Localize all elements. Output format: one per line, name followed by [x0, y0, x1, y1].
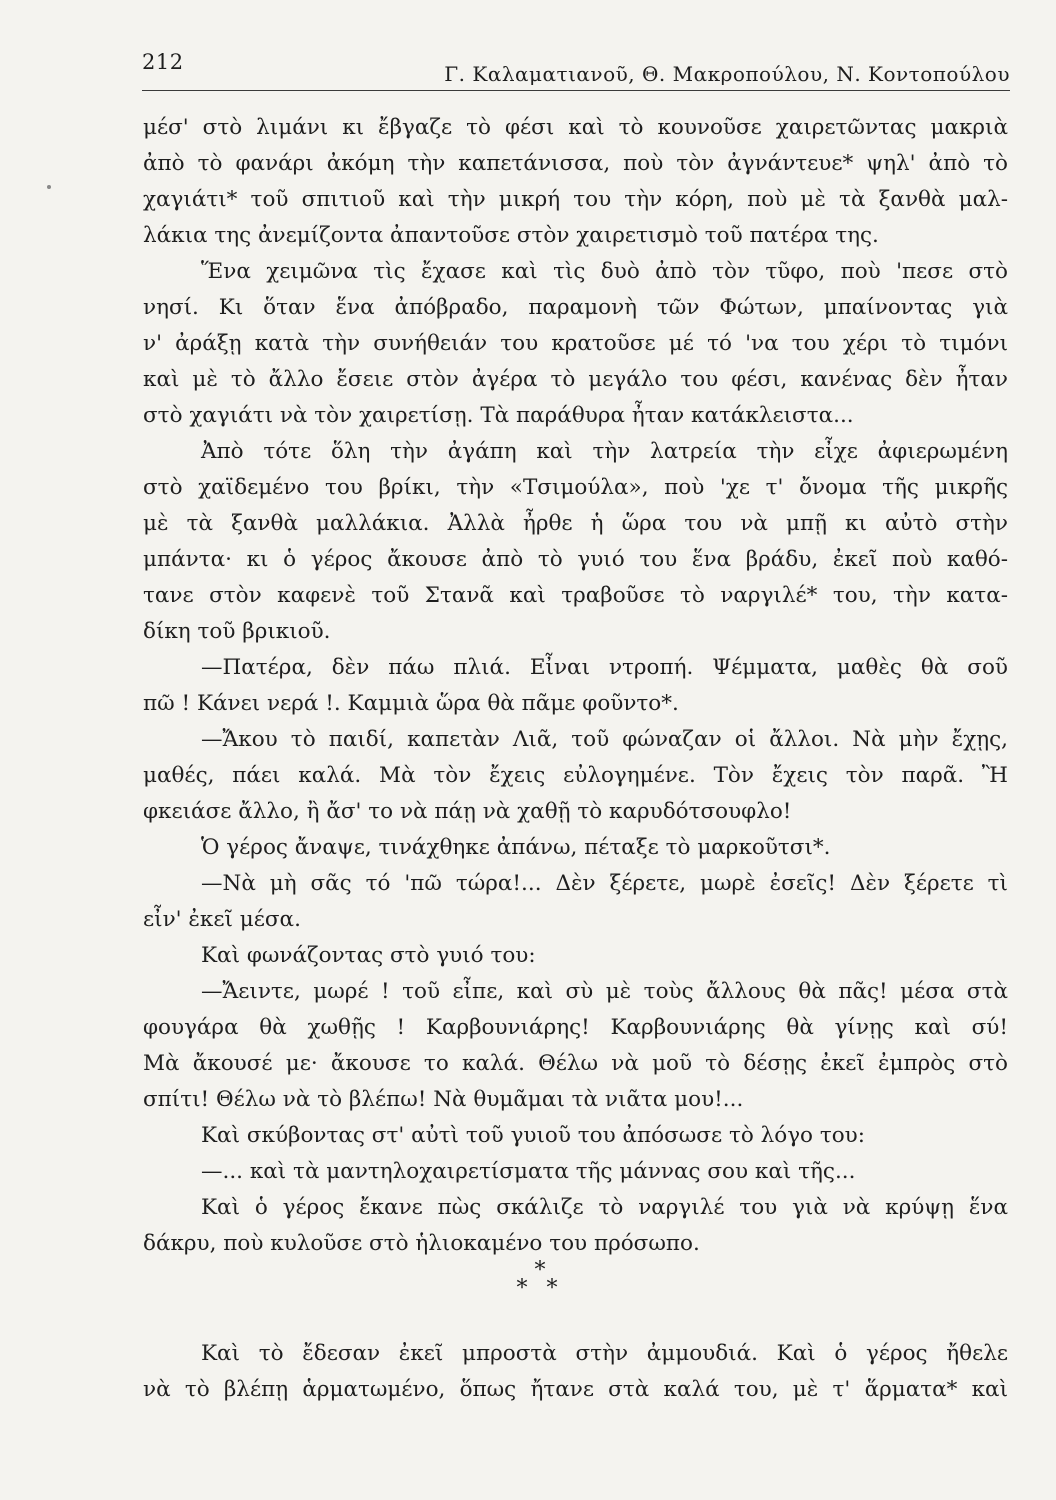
text-line: Ἀπὸ τότε ὅλη τὴν ἀγάπη καὶ τὴν λατρεία τὴν εἶχε ἀφιερωμένη: [201, 439, 1008, 464]
text-line: —Πατέρα, δὲν πάω πλιά. Εἶναι ντροπή. Ψέμματα, μαθὲς θὰ σοῦ: [201, 655, 1008, 680]
text-line: στὸ χαϊδεμένο του βρίκι, τὴν «Τσιμούλα», ποὺ 'χε τ' ὄνομα τῆς μικρῆς: [143, 475, 1008, 500]
text-line: πῶ ! Κάνει νερά !. Καμμιὰ ὥρα θὰ πᾶμε φοῦντο*.: [143, 691, 679, 716]
text-line: ἀπὸ τὸ φανάρι ἀκόμη τὴν καπετάνισσα, ποὺ τὸν ἀγνάντευε* ψηλ' ἀπὸ τὸ: [143, 151, 1008, 176]
text-line: —Ἄκου τὸ παιδί, καπετὰν Λιᾶ, τοῦ φώναζαν οἱ ἄλλοι. Νὰ μὴν ἔχῃς,: [201, 727, 1008, 752]
text-line: Καὶ ὁ γέρος ἔκανε πὼς σκάλιζε τὸ ναργιλέ του γιὰ νὰ κρύψῃ ἕνα: [201, 1195, 1008, 1220]
text-line: ν' ἀράξῃ κατὰ τὴν συνήθειάν του κρατοῦσε μέ τό 'να του χέρι τὸ τιμόνι: [143, 331, 1008, 356]
text-line: τανε στὸν καφενὲ τοῦ Στανᾶ καὶ τραβοῦσε τὸ ναργιλέ* του, τὴν κατα-: [143, 583, 1008, 608]
section-separator: [500, 1258, 580, 1322]
text-line: μαθές, πάει καλά. Μὰ τὸν ἔχεις εὐλογημένε. Τὸν ἔχεις τὸν παρᾶ. Ἢ: [143, 763, 1008, 788]
text-line: μὲ τὰ ξανθὰ μαλλάκια. Ἀλλὰ ἦρθε ἡ ὥρα του νὰ μπῇ κι αὐτὸ στὴν: [143, 511, 1008, 536]
separator-top: *: [534, 1258, 546, 1283]
text-line: δάκρυ, ποὺ κυλοῦσε στὸ ἡλιοκαμένο του πρόσωπο.: [143, 1231, 700, 1256]
text-line: καὶ μὲ τὸ ἄλλο ἔσειε στὸν ἀγέρα τὸ μεγάλο του φέσι, κανένας δὲν ἦταν: [143, 367, 1008, 392]
text-line: σπίτι! Θέλω νὰ τὸ βλέπω! Νὰ θυμᾶμαι τὰ νιᾶτα μου!...: [143, 1087, 744, 1112]
text-line: νησί. Κι ὅταν ἕνα ἀπόβραδο, παραμονὴ τῶν Φώτων, μπαίνοντας γιὰ: [143, 295, 1008, 320]
text-line: εἶν' ἐκεῖ μέσα.: [143, 907, 301, 932]
text-line: Καὶ τὸ ἔδεσαν ἐκεῖ μπροστὰ στὴν ἀμμουδιά. Καὶ ὁ γέρος ἤθελε: [201, 1341, 1008, 1366]
text-line: φκειάσε ἄλλο, ἢ ἄσ' το νὰ πάῃ νὰ χαθῇ τὸ καρυδότσουφλο!: [143, 799, 792, 824]
body-text: [143, 110, 1008, 1262]
text-line: λάκια της ἀνεμίζοντα ἀπαντοῦσε στὸν χαιρετισμὸ τοῦ πατέρα της.: [143, 223, 879, 248]
page-number: 212: [142, 50, 184, 74]
text-line: μέσ' στὸ λιμάνι κι ἔβγαζε τὸ φέσι καὶ τὸ κουνοῦσε χαιρετῶντας μακριὰ: [143, 115, 1008, 140]
text-line: χαγιάτι* τοῦ σπιτιοῦ καὶ τὴν μικρή του τὴν κόρη, ποὺ μὲ τὰ ξανθὰ μαλ-: [143, 187, 1008, 212]
text-line: Μὰ ἄκουσέ με· ἄκουσε το καλά. Θέλω νὰ μοῦ τὸ δέσῃς ἐκεῖ ἐμπρὸς στὸ: [143, 1051, 1008, 1076]
text-line: —Νὰ μὴ σᾶς τό 'πῶ τώρα!... Δὲν ξέρετε, μωρὲ ἐσεῖς! Δὲν ξέρετε τὶ: [201, 871, 1008, 896]
separator-bottom: * *: [516, 1276, 564, 1301]
text-line: μπάντα· κι ὁ γέρος ἄκουσε ἀπὸ τὸ γυιό του ἕνα βράδυ, ἐκεῖ ποὺ καθό-: [143, 547, 1008, 572]
text-line: Καὶ φωνάζοντας στὸ γυιό του:: [201, 943, 536, 968]
text-line: —Ἄειντε, μωρέ ! τοῦ εἶπε, καὶ σὺ μὲ τοὺς ἄλλους θὰ πᾶς! μέσα στὰ: [201, 979, 1008, 1004]
text-line: —... καὶ τὰ μαντηλοχαιρετίσματα τῆς μάννας σου καὶ τῆς...: [201, 1159, 856, 1184]
text-line: νὰ τὸ βλέπῃ ἁρματωμένο, ὅπως ἤτανε στὰ καλά του, μὲ τ' ἅρματα* καὶ: [143, 1377, 1008, 1402]
text-line: δίκη τοῦ βρικιοῦ.: [143, 619, 331, 644]
page-header: [142, 44, 1010, 91]
text-line: Ἕνα χειμῶνα τὶς ἔχασε καὶ τὶς δυὸ ἀπὸ τὸν τῦφο, ποὺ 'πεσε στὸ: [201, 259, 1008, 284]
text-line: στὸ χαγιάτι νὰ τὸν χαιρετίσῃ. Τὰ παράθυρα ἦταν κατάκλειστα...: [143, 403, 854, 428]
text-line: φουγάρα θὰ χωθῇς ! Καρβουνιάρης! Καρβουνιάρης θὰ γίνῃς καὶ σύ!: [143, 1015, 1008, 1040]
page-speck: [47, 185, 51, 189]
text-line: Καὶ σκύβοντας στ' αὐτὶ τοῦ γυιοῦ του ἀπόσωσε τὸ λόγο του:: [201, 1123, 865, 1148]
body-text-continued: [143, 1336, 1008, 1408]
text-line: Ὁ γέρος ἄναψε, τινάχθηκε ἀπάνω, πέταξε τὸ μαρκοῦτσι*.: [201, 835, 831, 860]
running-head: Γ. Καλαματιανοῦ, Θ. Μακροπούλου, Ν. Κοντοπούλου: [444, 62, 1010, 86]
